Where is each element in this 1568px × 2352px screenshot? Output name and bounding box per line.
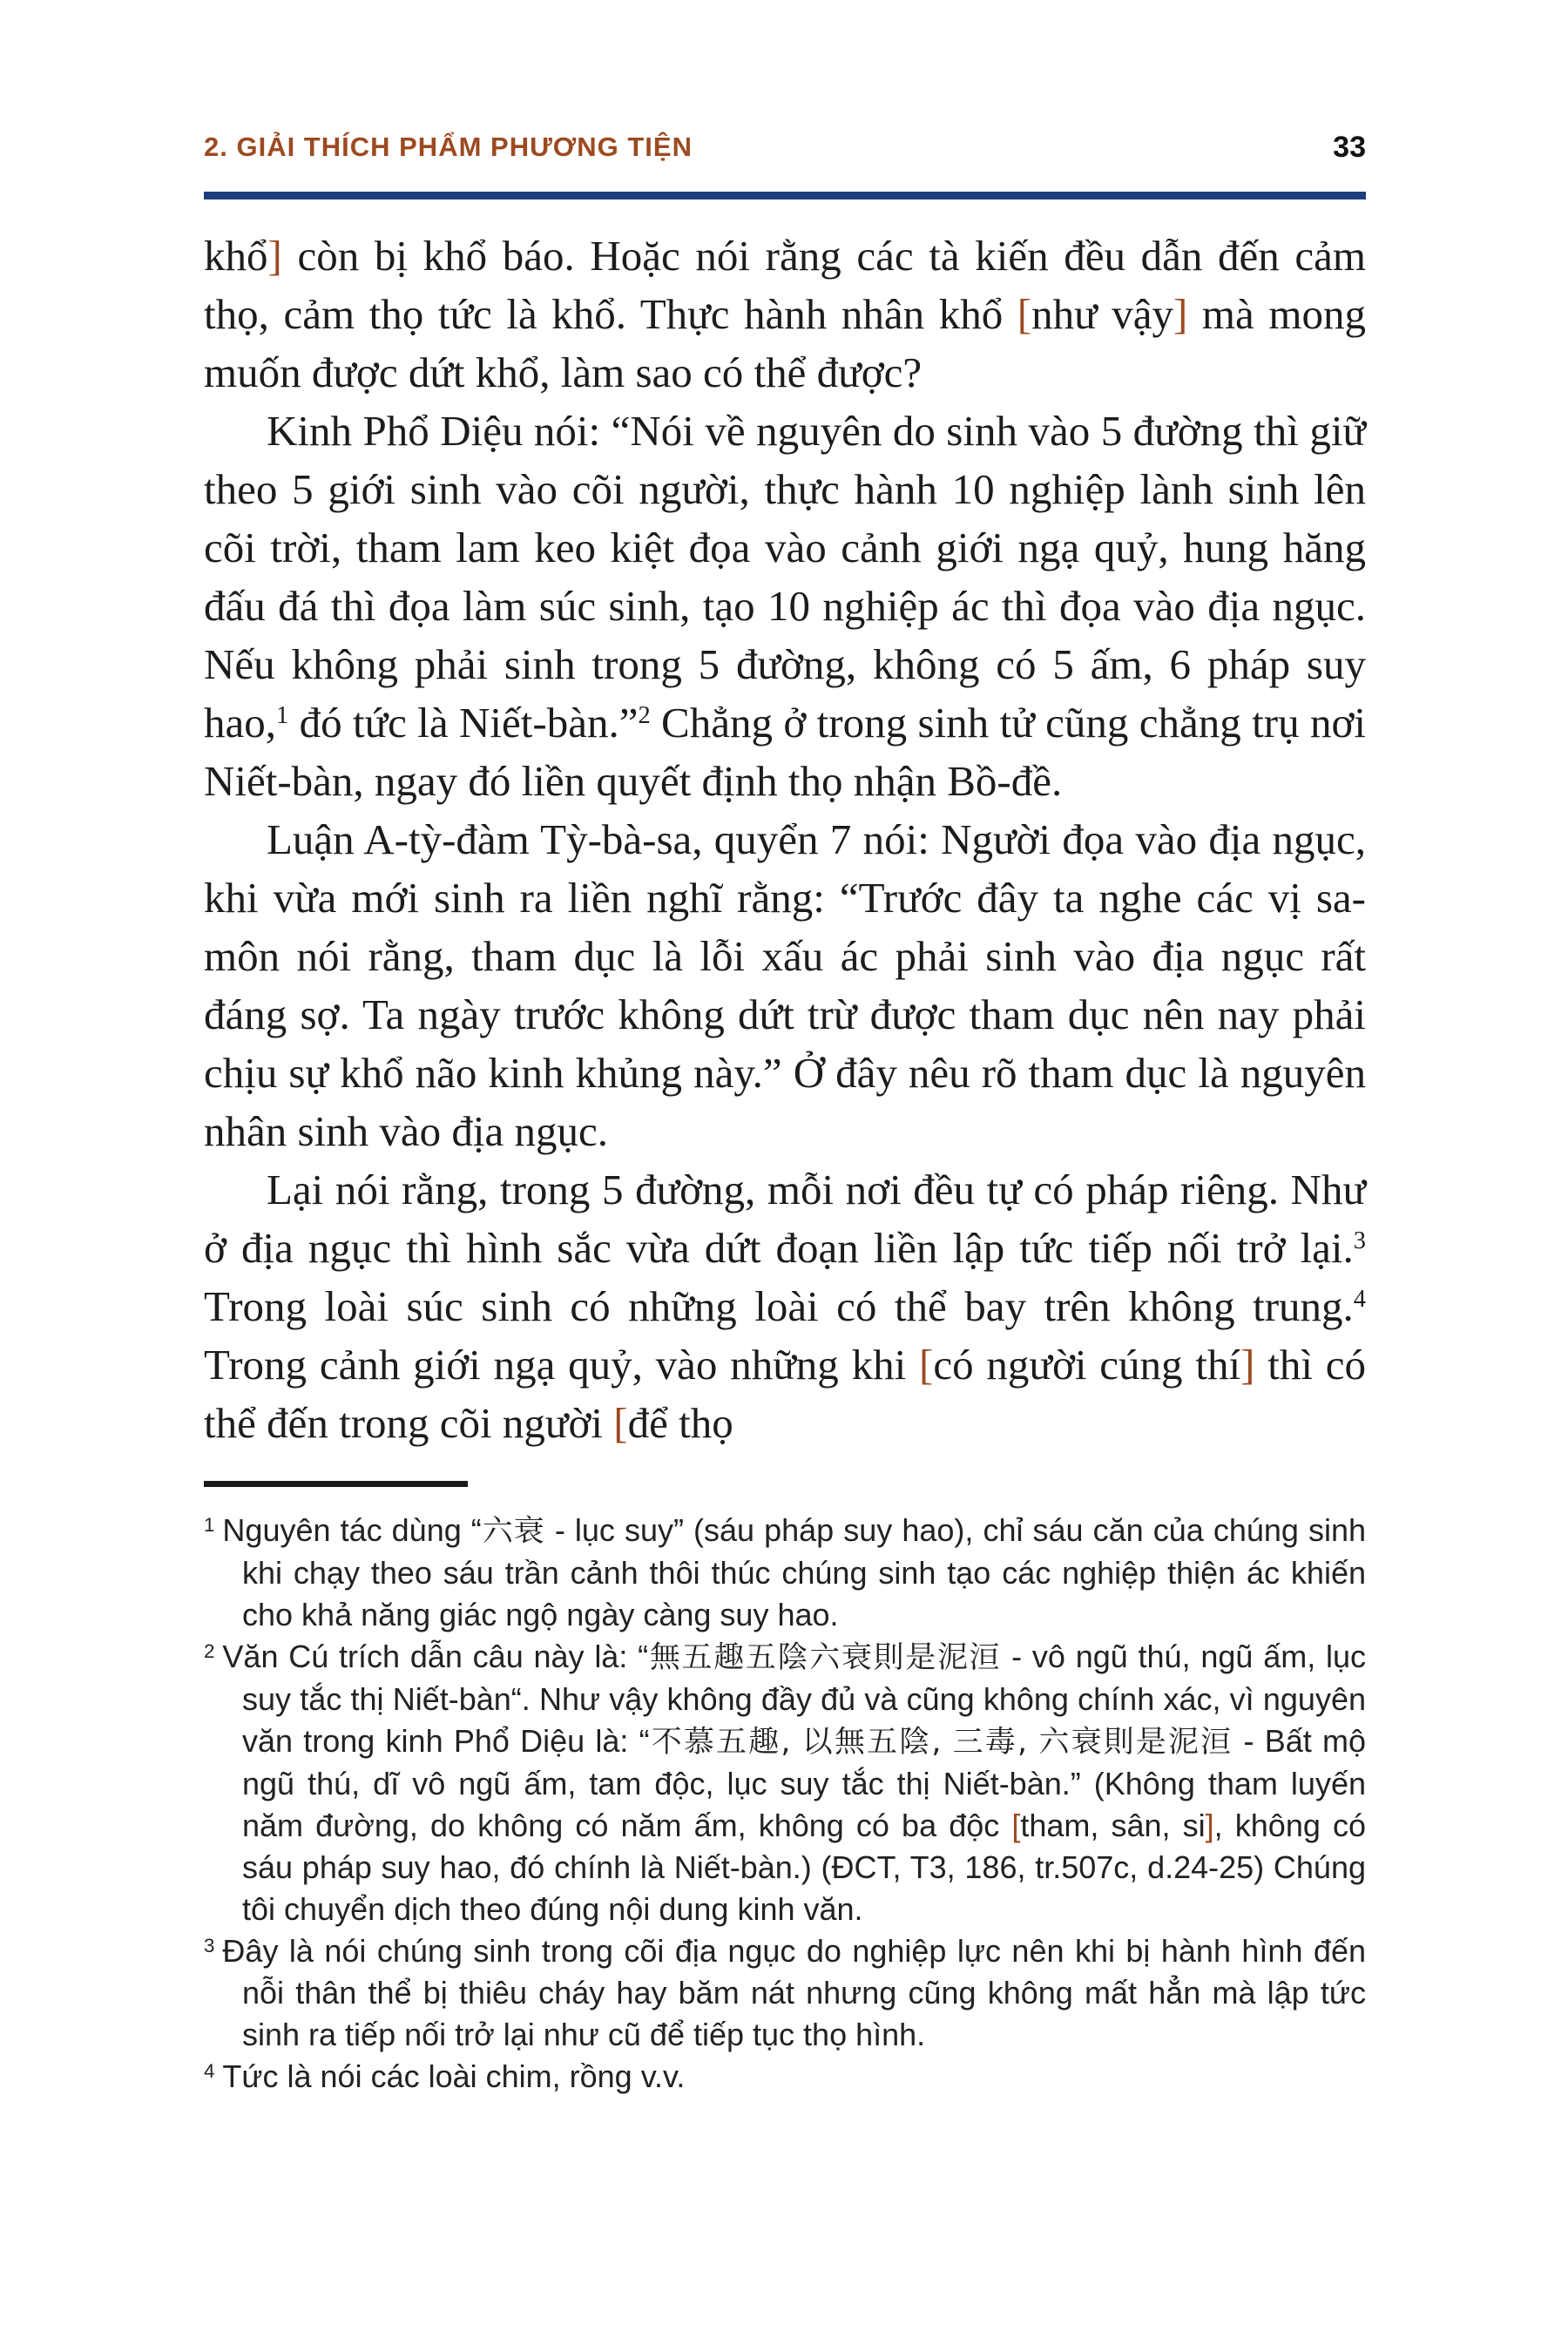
text-run: - lục suy” (sáu pháp suy hao), chỉ sáu căn của chúng sinh khi chạy theo sáu trần cảnh thôi thúc chúng sinh tạo các nghiệp thiện ác khiến cho khả năng giác ngộ ngày càng suy hao. <box>242 1512 1367 1632</box>
bracket-mark: ] <box>1240 1341 1255 1389</box>
text-run: đó tức là Niết-bàn.” <box>288 699 639 747</box>
text-run: mà mong muốn được dứt khổ, làm sao có thể được? <box>204 290 1366 396</box>
chapter-header-title: 2. GIẢI THÍCH PHẨM PHƯƠNG TIỆN <box>204 132 693 162</box>
page-number: 33 <box>1333 131 1366 164</box>
footnote-marker: 1 <box>204 1513 215 1536</box>
text-run: như vậy <box>1031 290 1174 338</box>
chinese-text: 不慕五趣, 以無五陰, 三毒, 六衰則是泥洹 <box>649 1725 1233 1760</box>
text-run: thì có thể đến trong cõi người <box>204 1341 1366 1447</box>
chinese-text: 無五趣五陰六衰則是泥洹 <box>648 1640 1002 1675</box>
text-run: có người cúng thí <box>933 1341 1241 1389</box>
bracket-mark: ] <box>1173 290 1188 338</box>
bracket-mark: [ <box>1017 290 1032 338</box>
bracket-mark: ] <box>267 232 282 280</box>
text-run: Trong loài súc sinh có những loài có thể bay trên không trung. <box>204 1282 1354 1330</box>
text-run: để thọ <box>627 1399 733 1447</box>
footnote <box>204 1510 1366 1636</box>
footnote-ref: 3 <box>1353 1227 1366 1255</box>
header-rule <box>204 192 1366 199</box>
footnote-marker: 4 <box>204 2059 215 2082</box>
running-head <box>204 0 1366 165</box>
body-paragraph <box>204 226 1366 402</box>
text-run: Nguyên tác dùng “ <box>222 1512 482 1548</box>
footnote-separator <box>204 1481 468 1487</box>
text-run: còn bị khổ báo. Hoặc nói rằng các tà kiến đều dẫn đến cảm thọ, cảm thọ tức là khổ. Thực hành nhân khổ <box>204 232 1366 338</box>
footnote-ref: 4 <box>1353 1286 1366 1314</box>
bracket-mark: [ <box>1011 1808 1021 1843</box>
text-run: Chẳng ở trong sinh tử cũng chẳng trụ nơi Niết-bàn, ngay đó liền quyết định thọ nhận Bồ-đề. <box>204 699 1366 805</box>
body-paragraph <box>204 402 1366 810</box>
footnote <box>204 1636 1366 1930</box>
text-run: Tức là nói các loài chim, rồng v.v. <box>222 2058 686 2094</box>
bracket-mark: ] <box>1205 1808 1214 1843</box>
chinese-text: 六衰 <box>481 1514 545 1549</box>
text-run: Trong cảnh giới ngạ quỷ, vào những khi <box>204 1341 920 1389</box>
text-run: Kinh Phổ Diệu nói: “Nói về nguyên do sinh vào 5 đường thì giữ theo 5 giới sinh vào cõi người, thực hành 10 nghiệp lành sinh lên cõi trời, tham lam keo kiệt đọa vào cảnh giới ngạ quỷ, hung hăng đấu đá thì đọa làm súc sinh, tạo 10 nghiệp ác thì đọa vào địa ngục. Nếu không phải sinh trong 5 đường, không có 5 ấm, 6 pháp suy hao, <box>204 407 1366 747</box>
book-page <box>204 0 1366 2352</box>
footnote-ref: 2 <box>638 702 651 730</box>
bracket-mark: [ <box>613 1399 628 1447</box>
text-run: khổ <box>204 232 268 280</box>
body-paragraph <box>204 1160 1366 1452</box>
footnote-marker: 3 <box>204 1934 215 1957</box>
footnote-marker: 2 <box>204 1639 215 1662</box>
text-run: - vô ngũ thú, ngũ ấm, lục suy tắc thị Niết-bàn“. Như vậy không đầy đủ và cũng không chính xác, vì nguyên văn trong kinh Phổ Diệu là: “ <box>242 1639 1367 1759</box>
footnote <box>204 1930 1366 2056</box>
body-text <box>204 226 1366 1452</box>
footnote <box>204 2056 1366 2098</box>
bracket-mark: [ <box>919 1341 934 1389</box>
text-run: - Bất mộ ngũ thú, dĩ vô ngũ ấm, tam độc, lục suy tắc thị Niết-bàn.” (Không tham luyến năm đường, do không có năm ấm, không có ba độc <box>242 1723 1366 1843</box>
text-run: tham, sân, si <box>1020 1808 1206 1843</box>
body-paragraph <box>204 810 1366 1160</box>
text-run: , không có sáu pháp suy hao, đó chính là Niết-bàn.) (ĐCT, T3, 186, tr.507c, d.24-25) Chúng tôi chuyển dịch theo đúng nội dung kinh văn. <box>242 1808 1366 1927</box>
text-run: Đây là nói chúng sinh trong cõi địa ngục do nghiệp lực nên khi bị hành hình đến nỗi thân thể bị thiêu cháy hay băm nát nhưng cũng không mất hẳn mà lập tức sinh ra tiếp nối trở lại như cũ để tiếp tục thọ hình. <box>222 1933 1366 2052</box>
footnote-ref: 1 <box>276 702 289 730</box>
text-run: Văn Cú trích dẫn câu này là: “ <box>222 1639 649 1674</box>
footnotes <box>204 1510 1366 2098</box>
text-run: Luận A-tỳ-đàm Tỳ-bà-sa, quyển 7 nói: Người đọa vào địa ngục, khi vừa mới sinh ra liền nghĩ rằng: “Trước đây ta nghe các vị sa-môn nói rằng, tham dục là lỗi xấu ác phải sinh vào địa ngục rất đáng sợ. Ta ngày trước không dứt trừ được tham dục nên nay phải chịu sự khổ não kinh khủng này.” Ở đây nêu rõ tham dục là nguyên nhân sinh vào địa ngục. <box>204 815 1366 1155</box>
text-run: Lại nói rằng, trong 5 đường, mỗi nơi đều tự có pháp riêng. Như ở địa ngục thì hình sắc vừa dứt đoạn liền lập tức tiếp nối trở lại. <box>204 1166 1366 1272</box>
